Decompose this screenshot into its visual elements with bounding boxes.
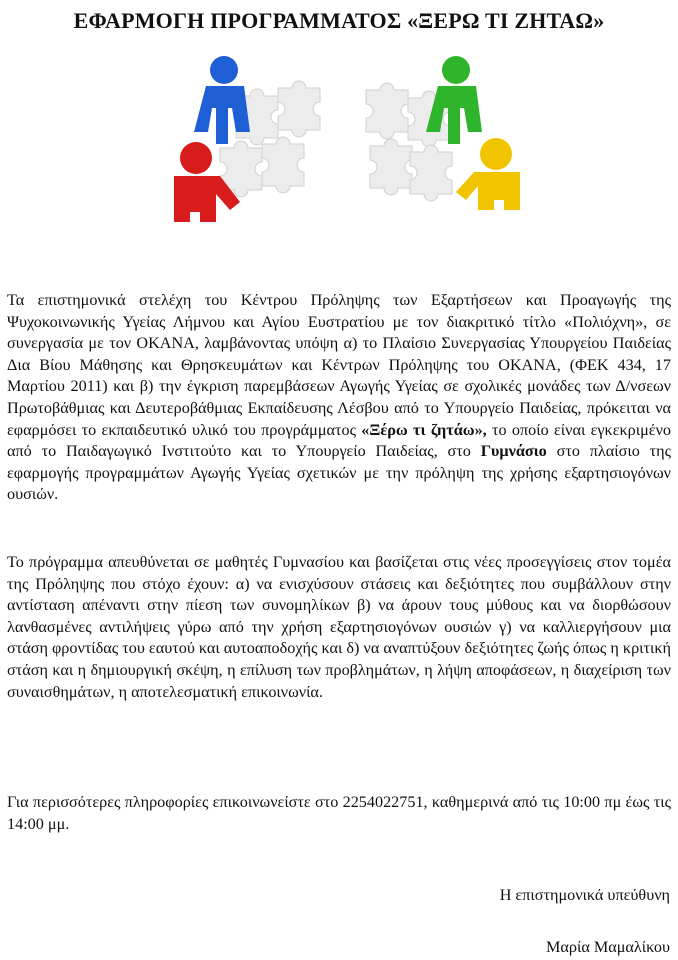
signature-role: Η επιστημονικά υπεύθυνη — [499, 886, 670, 904]
program-name: «Ξέρω τι ζητάω», — [361, 420, 487, 439]
green-figure — [426, 56, 482, 144]
puzzle-pieces — [220, 81, 452, 201]
yellow-figure — [456, 138, 520, 210]
intro-text-3: στο πλαίσιο της εφαρμογής προγραμμάτων Αγωγής Υγείας σχετικών με την πρόληψη της χρήσης εξαρτησιογόνων ουσιών. — [7, 442, 671, 504]
contact-paragraph: Για περισσότερες πληροφορίες επικοινωνείστε στο 2254022751, καθημερινά από τις 10:00 πμ έως τις 14:00 μμ. — [7, 793, 671, 833]
intro-text-1: Τα επιστημονικά στελέχη του Κέντρου Πρόληψης των Εξαρτήσεων και Προαγωγής της Ψυχοκοινωνικής Υγείας Λήμνου και Αγίου Ευστρατίου με τον διακριτικό τίτλο «Πολιόχνη», σε συνεργασία με τον ΟΚΑΝΑ, λαμβάνοντας υπόψη α) το Πλαίσιο Συνεργασίας Υπουργείου Παιδείας Δια Βίου Μάθησης και Θρησκευμάτων και Κέντρων Πρόληψης του ΟΚΑΝΑ, (ΦΕΚ 434, 17 Μαρτίου 2011) και β) την έγκριση παρεμβάσεων Αγωγής Υγείας σε σχολικές μονάδες των Δ/νσεων Πρωτοβάθμιας και Δευτεροβάθμιας Εκπαίδευσης Λέσβου από το Υπουργείο Παιδείας, πρόκειται να εφαρμόσει το εκπαιδευτικό υλικό του προγράμματος — [7, 291, 671, 439]
intro-text-2: το οποίο είναι εγκεκριμένο από το Παιδαγωγικό Ινστιτούτο και το Υπουργείο Παιδείας, στο — [7, 420, 671, 461]
school-type: Γυμνάσιο — [480, 442, 547, 461]
page-title: ΕΦΑΡΜΟΓΗ ΠΡΟΓΡΑΜΜΑΤΟΣ «ΞΕΡΩ ΤΙ ΖΗΤΑΩ» — [73, 8, 605, 33]
blue-figure — [194, 56, 250, 144]
program-description-paragraph: Το πρόγραμμα απευθύνεται σε μαθητές Γυμνασίου και βασίζεται στις νέες προσεγγίσεις στον τομέα της Πρόληψης που στόχο έχουν: α) να ενισχύσουν στάσεις και δεξιότητες που συμβάλλουν στην αντίσταση απέναντι στην πίεση των συνομηλίκων β) να άρουν τους μύθους και να διορθώσουν λανθασμένες αντιλήψεις γύρω από την χρήση εξαρτησιογόνων ουσιών γ) να καλλιεργήσουν μια στάση φροντίδας του εαυτού και αυτοαποδοχής και δ) να αναπτύξουν δεξιότητες ζωής όπως η κριτική στάση και η δημιουργική σκέψη, η επίλυση των προβλημάτων, η λήψη αποφάσεων, η διαχείριση των συναισθημάτων, η αποτελεσματική επικοινωνία. — [7, 553, 671, 701]
signature-name: Μαρία Μαμαλίκου — [546, 938, 670, 956]
puzzle-people-illustration — [160, 48, 540, 223]
intro-paragraph — [7, 290, 671, 506]
